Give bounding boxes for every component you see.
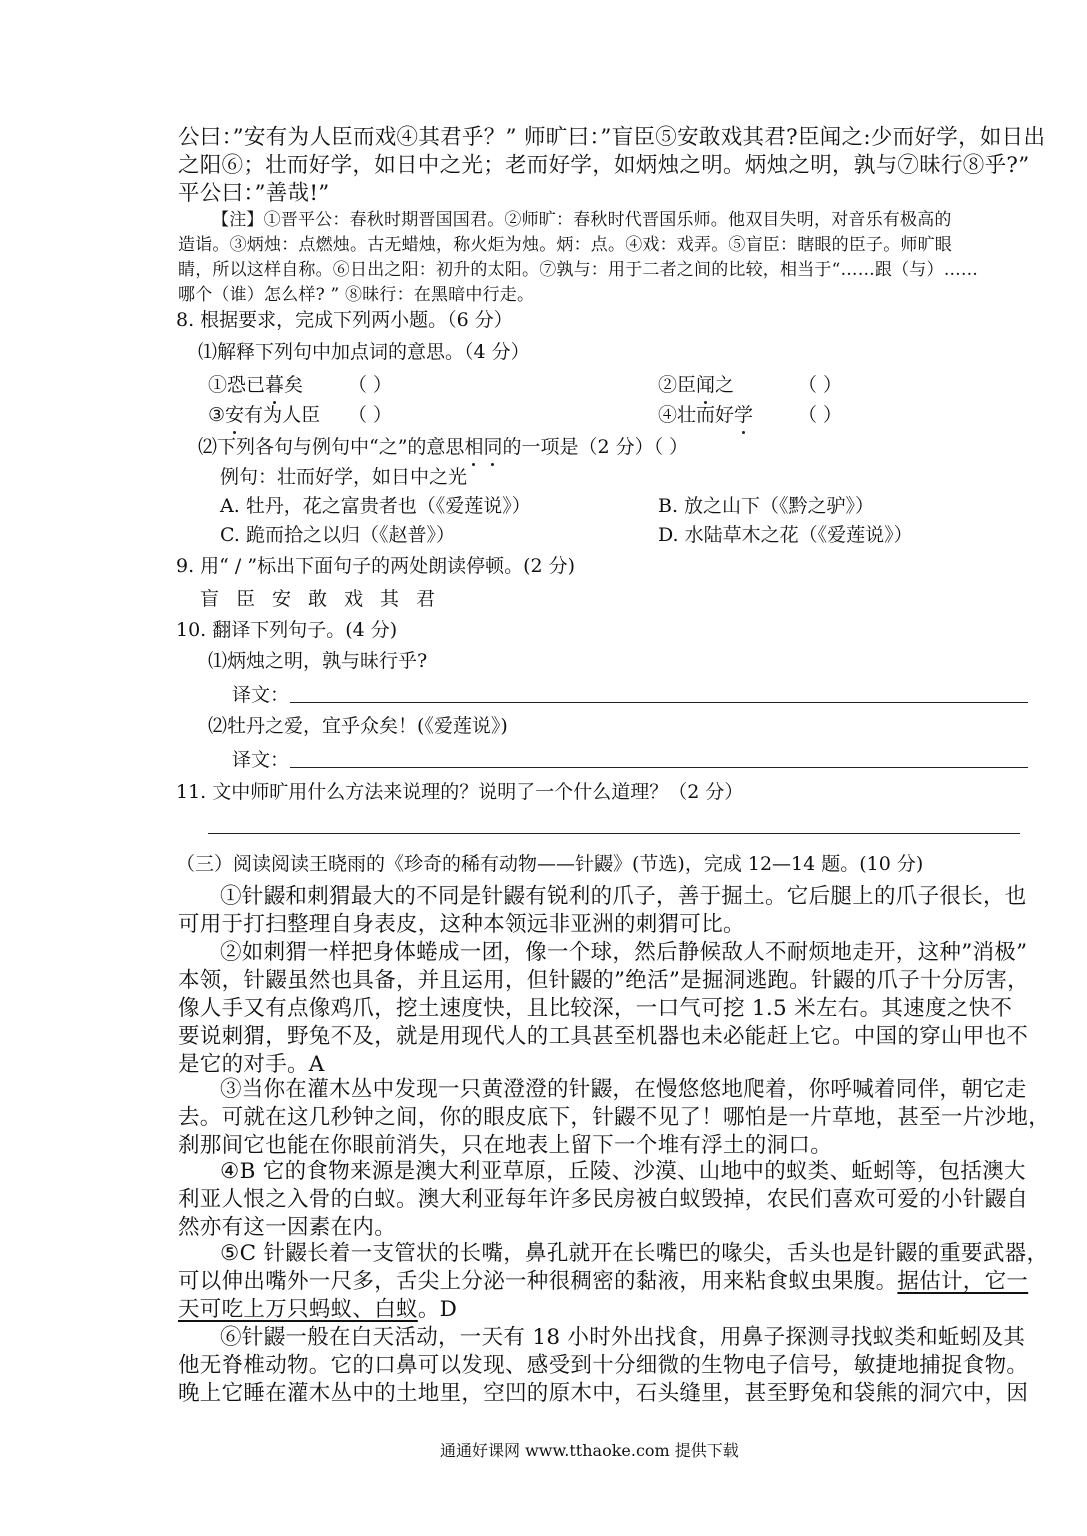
q10-translation-label-1: 译文： [232, 684, 290, 706]
note-line-1: 【注】①晋平公：春秋时期晋国国君。②师旷：春秋时代晋国乐师。他双目失明，对音乐有极高的 [212, 210, 952, 230]
p2-line-3: 像人手又有点像鸡爪，挖土速度快，且比较深，一口气可挖 1.5 米左右。其速度之快不 [178, 996, 1013, 1021]
passage-line-1: 公曰：”安有为人臣而戏④其君乎？” 师旷曰：”盲臣⑤安敢戏其君?臣闻之:少而好学，如日出 [178, 125, 1046, 150]
q10-title: 10. 翻译下列句子。(4 分) [176, 619, 398, 641]
passage-line-3: 平公曰：”善哉!” [178, 181, 330, 206]
q8-item-1-dotted-word: 暮 [265, 370, 284, 397]
q10-answer-line-2[interactable] [290, 767, 1028, 768]
passage-line-2: 之阳⑥；壮而好学，如日中之光；老而好学，如炳烛之明。炳烛之明，孰与⑦昧行⑧乎?” [178, 153, 1030, 178]
q8-item-2-dotted-word: 闻 [696, 370, 715, 397]
q8-item-4-pre: ④壮而好 [658, 404, 735, 426]
q8-sub2-dotted-2: 同 [483, 432, 502, 459]
q8-item-1-pre: ①恐已 [208, 374, 266, 396]
q8-item-4-dotted-word: 学 [734, 400, 753, 427]
p3-line-3: 刹那间它也能在你眼前消失，只在地表上留下一个堆有浮土的洞口。 [178, 1133, 833, 1158]
note-line-3: 睛，所以这样自称。⑥日出之阳：初升的太阳。⑦孰与：用于二者之间的比较，相当于“……跟（与）…… [178, 260, 979, 280]
q8-sub2 [198, 432, 688, 459]
p1-line-1: ①针鼹和刺猬最大的不同是针鼹有锐利的爪子，善于掘土。它后腿上的爪子很长，也 [220, 884, 1027, 909]
q8-item-1 [208, 370, 303, 397]
p5-line-3-tail: 。D [417, 1297, 458, 1322]
q8-item-2-post: 之 [715, 374, 735, 396]
q8-option-d[interactable]: D. 水陆草木之花（《爱莲说》） [658, 524, 913, 546]
q8-option-b[interactable]: B. 放之山下（《黔之驴》） [658, 495, 875, 517]
q8-item-2-pre: ②臣 [658, 374, 697, 396]
q10-translation-label-2: 译文： [232, 749, 290, 771]
q8-item-1-answer-blank[interactable]: （ ） [348, 374, 393, 396]
q8-item-3 [208, 400, 320, 427]
q8-item-4 [658, 400, 753, 427]
q8-item-3-answer-blank[interactable]: （ ） [348, 404, 393, 426]
p6-line-3: 晚上它睡在灌木丛中的土地里，空凹的原木中，石头缝里，甚至野兔和袋熊的洞穴中，因 [178, 1381, 1029, 1406]
p2-line-2: 本领，针鼹虽然也具备，并且运用，但针鼹的”绝活”是掘洞逃跑。针鼹的爪子十分厉害， [178, 968, 1029, 993]
p6-line-1: ⑥针鼹一般在白天活动，一天有 18 小时外出找食，用鼻子探测寻找蚁类和蚯蚓及其 [220, 1325, 1026, 1350]
q8-option-a[interactable]: A. 牡丹，花之富贵者也（《爱莲说》） [220, 495, 531, 517]
q8-item-1-post: 矣 [284, 374, 304, 396]
p3-line-2: 去。可就在这几秒钟之间，你的眼皮底下，针鼹不见了！哪怕是一片草地，甚至一片沙地， [178, 1105, 1051, 1130]
p2-line-1: ②如刺猬一样把身体蜷成一团，像一个球，然后静候敌人不耐烦地走开，这种”消极” [220, 940, 1028, 965]
p6-line-2: 他无脊椎动物。它的口鼻可以发现、感受到十分细微的生物电子信号，敏捷地捕捉食物。 [178, 1353, 1029, 1378]
q8-option-c[interactable]: C. 跪而拾之以归（《赵普》） [220, 524, 455, 546]
q9-sentence[interactable]: 盲臣安敢戏其君 [200, 588, 453, 610]
p5-line-3 [178, 1292, 457, 1323]
q8-item-3-post: 有为人臣 [244, 404, 321, 426]
q10-answer-line-1[interactable] [290, 702, 1028, 703]
q8-item-2 [658, 370, 734, 397]
q9-title: 9. 用“ / ”标出下面句子的两处朗读停顿。(2 分) [176, 555, 576, 577]
p1-line-2: 可用于打扫整理自身表皮，这种本领远非亚洲的刺猬可比。 [178, 912, 745, 937]
p2-line-4: 要说刺猬，野兔不及，就是用现代人的工具甚至机器也未必能赶上它。中国的穿山甲也不 [178, 1024, 1029, 1049]
p5-line-2-text: 可以伸出嘴外一尺多，舌尖上分泌一种很稠密的黏液，用来粘食蚁虫果腹。 [178, 1269, 898, 1294]
note-line-2: 造诣。③炳烛：点燃烛。古无蜡烛，称火炬为烛。炳：点。④戏：戏弄。⑤盲臣：瞎眼的臣子。师旷眼 [178, 235, 952, 255]
note-line-4: 哪个（谁）怎么样? ” ⑧昧行：在黑暗中行走。 [178, 285, 535, 305]
page-footer: 通通好课网 www.tthaoke.com 提供下载 [440, 1441, 739, 1460]
p2-line-5: 是它的对手。A [178, 1052, 325, 1077]
p4-line-1: ④B 它的食物来源是澳大利亚草原，丘陵、沙漠、山地中的蚁类、蚯蚓等，包括澳大 [220, 1159, 1026, 1184]
p3-line-1: ③当你在灌木丛中发现一只黄澄澄的针鼹，在慢悠悠地爬着，你呼喊着同伴，朝它走 [220, 1077, 1027, 1102]
q8-item-3-pre: ③ [208, 404, 226, 426]
p5-line-1: ⑤C 针鼹长着一支管状的长嘴，鼻孔就开在长嘴巴的喙尖，舌头也是针鼹的重要武器， [220, 1241, 1049, 1266]
q8-sub1: ⑴解释下列句中加点词的意思。（4 分） [198, 341, 530, 363]
p4-line-3: 然亦有这一因素在内。 [178, 1215, 397, 1240]
q11-answer-line[interactable] [208, 833, 1020, 834]
p5-line-2 [178, 1264, 1028, 1295]
p4-line-2: 利亚人恨之入骨的白蚁。澳大利亚每年许多民房被白蚁毁掉，农民们喜欢可爱的小针鼹自 [178, 1187, 1029, 1212]
q8-item-4-answer-blank[interactable]: （ ） [798, 404, 843, 426]
q11-title: 11. 文中师旷用什么方法来说理的？说明了一个什么道理？（2 分） [176, 781, 744, 803]
q8-sub2-dotted-1: 相 [464, 432, 483, 459]
section3-title: （三）阅读阅读王晓雨的《珍奇的稀有动物——针鼹》(节选)，完成 12—14 题。(10 分) [176, 853, 924, 875]
q8-title: 8. 根据要求，完成下列两小题。（6 分） [176, 309, 513, 331]
q10-sentence-2: ⑵牡丹之爱，宜乎众矣！(《爱莲说》) [208, 715, 508, 737]
q8-example: 例句：壮而好学，如日中之光 [220, 466, 468, 488]
q8-item-3-dotted-word: 安 [225, 400, 244, 427]
q10-sentence-1: ⑴炳烛之明，孰与昧行乎? [208, 650, 428, 672]
p5-underlined-sentence-start: 据估计，它一 [897, 1269, 1029, 1294]
p5-underlined-sentence-end: 天可吃上万只蚂蚁、白蚁 [178, 1297, 418, 1322]
q8-item-2-answer-blank[interactable]: （ ） [798, 374, 843, 396]
q8-sub2-pre: ⑵下列各句与例句中“之”的意思 [198, 436, 465, 458]
q8-sub2-post: 的一项是（2 分）（ ） [502, 436, 689, 458]
